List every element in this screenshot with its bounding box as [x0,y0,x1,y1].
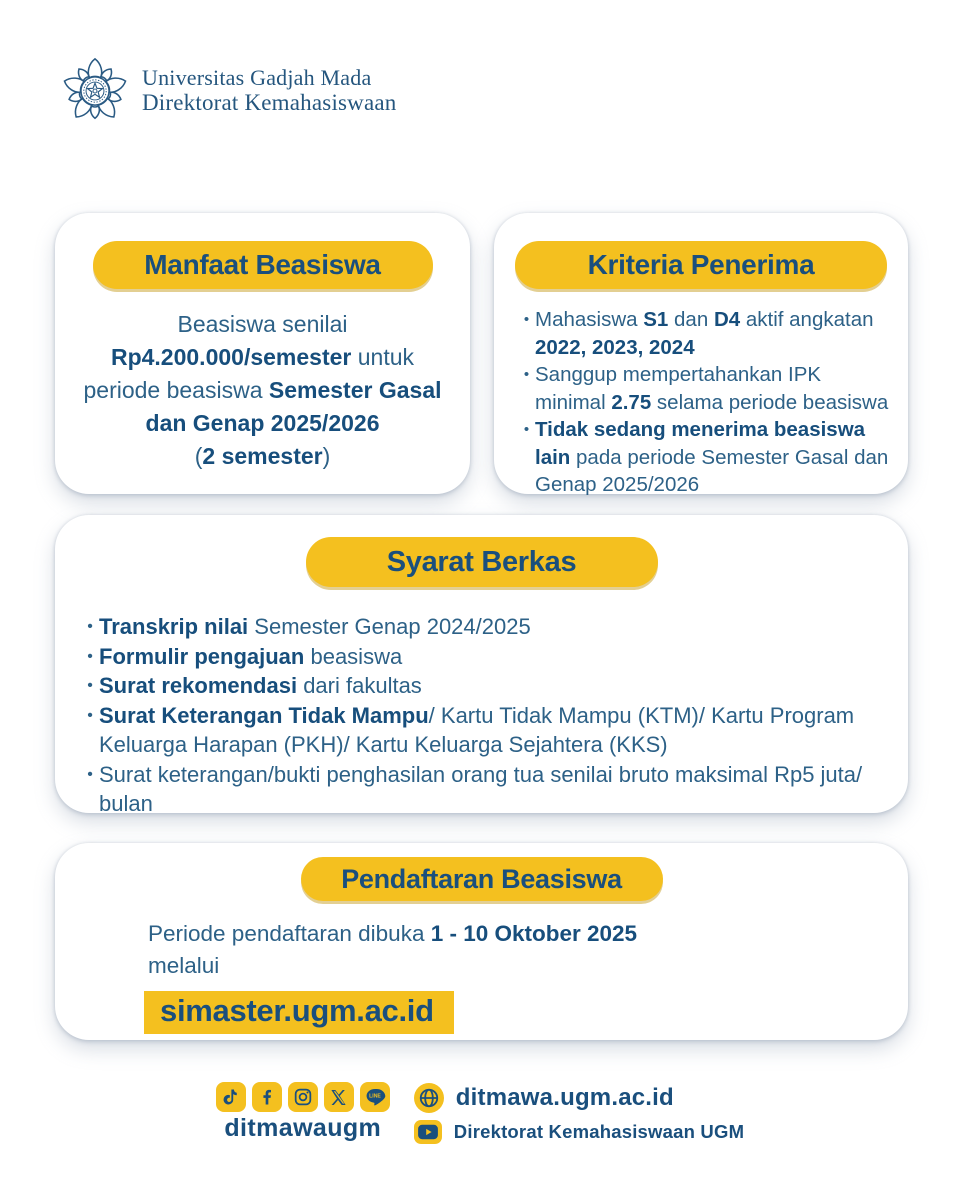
bullet-dot: • [87,647,93,665]
youtube-channel-name: Direktorat Kemahasiswaan UGM [453,1121,745,1142]
globe-icon [414,1083,444,1113]
pendaftaran-period-line: Periode pendaftaran dibuka 1 - 10 Oktober 2025 [148,921,638,946]
text-line: Beasiswa senilai [177,311,348,337]
pendaftaran-body [148,918,868,1034]
website-row [414,1083,744,1113]
list-item-text: Formulir pengajuan beasiswa [99,643,403,669]
ugm-emblem-logo [60,56,130,126]
text-line: periode beasiswa Semester Gasal [83,377,442,403]
bullet-dot: • [523,311,530,328]
list-item-text: Tidak sedang menerima beasiswa lain pada periode Semester Gasal dan Genap 2025/2026 [535,418,889,496]
line-icon [360,1082,390,1112]
manfaat-body-text [55,308,470,473]
svg-text:LINE: LINE [368,1093,381,1100]
list-item [81,701,868,760]
text-line: Rp4.200.000/semester untuk [110,344,415,370]
list-item [518,361,890,416]
youtube-icon [414,1120,442,1144]
list-item [81,760,868,819]
facebook-icon [252,1082,282,1112]
university-name: Universitas Gadjah Mada [142,64,372,90]
footer-social-block [216,1082,390,1144]
social-handle: ditmawaugm [224,1114,382,1142]
bullet-dot: • [523,421,530,438]
pendaftaran-via-line: melalui [148,953,220,978]
list-item-text: Surat keterangan/bukti penghasilan orang tua senilai bruto maksimal Rp5 juta/ bulan [99,761,863,816]
card-kriteria-penerima [494,213,908,494]
kriteria-list [518,306,890,499]
footer-links-block [414,1082,744,1144]
instagram-icon [288,1082,318,1112]
list-item [81,642,868,672]
list-item-text: Sanggup mempertahankan IPK minimal 2.75 selama periode beasiswa [535,363,889,414]
list-item [518,306,890,361]
bullet-dot: • [523,366,530,383]
list-item-text: Transkrip nilai Semester Genap 2024/2025 [99,614,531,639]
org-name [142,65,397,117]
text-line: (2 semester) [194,443,331,469]
bullet-dot: • [87,677,93,694]
list-item [518,416,890,499]
list-item-text: Mahasiswa S1 dan D4 aktif angkatan 2022, 2023, 2024 [535,308,874,359]
syarat-list [81,612,868,819]
card-syarat-berkas [55,515,908,816]
pendaftaran-title-pill: Pendaftaran Beasiswa [301,857,663,901]
manfaat-title-pill: Manfaat Beasiswa [93,241,433,289]
list-item [81,671,868,701]
kriteria-title-pill: Kriteria Penerima [515,241,887,289]
tiktok-icon [216,1082,246,1112]
university-header [60,56,397,126]
list-item [81,612,868,642]
card-manfaat-beasiswa [55,213,470,494]
bullet-dot: • [87,618,93,635]
x-icon [324,1082,354,1112]
syarat-title-pill: Syarat Berkas [306,537,658,587]
youtube-row [414,1120,744,1144]
footer-contact-bar [0,1082,960,1144]
directorate-name: Direktorat Kemahasiswaan [142,90,397,116]
text-line: dan Genap 2025/2026 [145,410,380,436]
list-item-text: Surat rekomendasi dari fakultas [99,673,422,698]
card-pendaftaran-beasiswa [55,843,908,1040]
list-item-text: Surat Keterangan Tidak Mampu/ Kartu Tidak Mampu (KTM)/ Kartu Program Keluarga Harapan (PKH)/ Kartu Keluarga Sejahtera (KKS) [99,702,855,757]
simaster-url-highlight: simaster.ugm.ac.id [144,991,454,1034]
bullet-dot: • [87,706,93,724]
bullet-dot: • [87,765,93,783]
website-url: ditmawa.ugm.ac.id [455,1084,674,1111]
social-icon-row [216,1082,390,1112]
